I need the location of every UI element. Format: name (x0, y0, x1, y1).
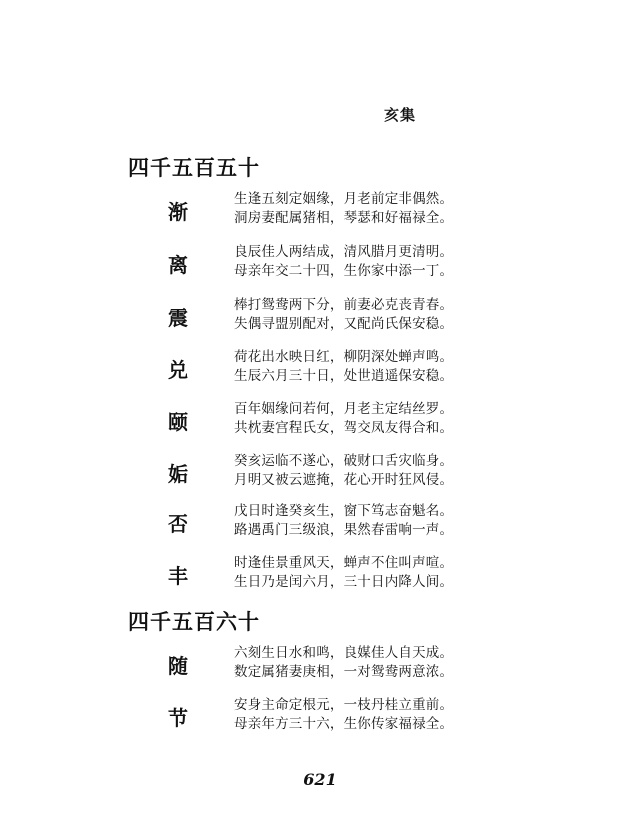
verse-line: 母亲年交二十四，生你家中添一丁。 (234, 263, 454, 279)
hexagram-name: 渐 (168, 200, 188, 224)
verse-line: 路遇禹门三级浪，果然春雷响一声。 (234, 522, 454, 538)
verse-line: 百年姻缘问若何，月老主定结丝罗。 (234, 401, 454, 417)
entry (0, 400, 640, 446)
verse-line: 六刻生日水和鸣，良媒佳人自天成。 (234, 645, 454, 661)
verse-line: 癸亥运临不遂心，破财口舌灾临身。 (234, 453, 454, 469)
verse-line: 生辰六月三十日，处世逍遥保安稳。 (234, 368, 454, 384)
verse-line: 生日乃是闰六月，三十日内降人间。 (234, 574, 454, 590)
verse-line: 良辰佳人两结成，清风腊月更清明。 (234, 244, 454, 260)
hexagram-name: 丰 (168, 564, 188, 588)
verse-line: 生逢五刻定姻缘，月老前定非偶然。 (234, 191, 454, 207)
verse-line: 月明又被云遮掩，花心开时狂风侵。 (234, 472, 454, 488)
hexagram-name: 随 (168, 654, 188, 678)
verse-line: 数定属猪妻庚相，一对鸳鸯两意浓。 (234, 664, 454, 680)
verse-line: 共枕妻宫程氏女，驾交凤友得合和。 (234, 420, 454, 436)
verse-line: 失偶寻盟别配对，又配尚氏保安稳。 (234, 316, 454, 332)
verse-line: 洞房妻配属猪相，琴瑟和好福禄全。 (234, 210, 454, 226)
entry (0, 644, 640, 690)
hexagram-name: 否 (168, 512, 188, 536)
verse-line: 安身主命定根元，一枝丹桂立重前。 (234, 697, 454, 713)
collection-header: 亥集 (384, 106, 417, 124)
entry (0, 243, 640, 289)
section-title: 四千五百五十 (128, 155, 260, 180)
entry (0, 190, 640, 236)
verse-line: 时逢佳景重风天，蝉声不住叫声喧。 (234, 555, 454, 571)
hexagram-name: 节 (168, 706, 188, 730)
entry (0, 554, 640, 600)
hexagram-name: 震 (168, 306, 188, 330)
entry (0, 296, 640, 342)
section-title: 四千五百六十 (128, 609, 260, 634)
verse-line: 荷花出水映日红，柳阴深处蝉声鸣。 (234, 349, 454, 365)
page-number: 621 (303, 770, 337, 789)
hexagram-name: 姤 (168, 462, 188, 486)
entry (0, 348, 640, 394)
verse-line: 母亲年方三十六，生你传家福禄全。 (234, 716, 454, 732)
entry (0, 502, 640, 548)
hexagram-name: 兑 (168, 358, 188, 382)
verse-line: 棒打鸳鸯两下分，前妻必克丧青春。 (234, 297, 454, 313)
hexagram-name: 离 (168, 253, 188, 277)
entry (0, 452, 640, 498)
hexagram-name: 颐 (168, 410, 188, 434)
entry (0, 696, 640, 742)
verse-line: 戊日时逢癸亥生，窗下笃志奋魁名。 (234, 503, 454, 519)
